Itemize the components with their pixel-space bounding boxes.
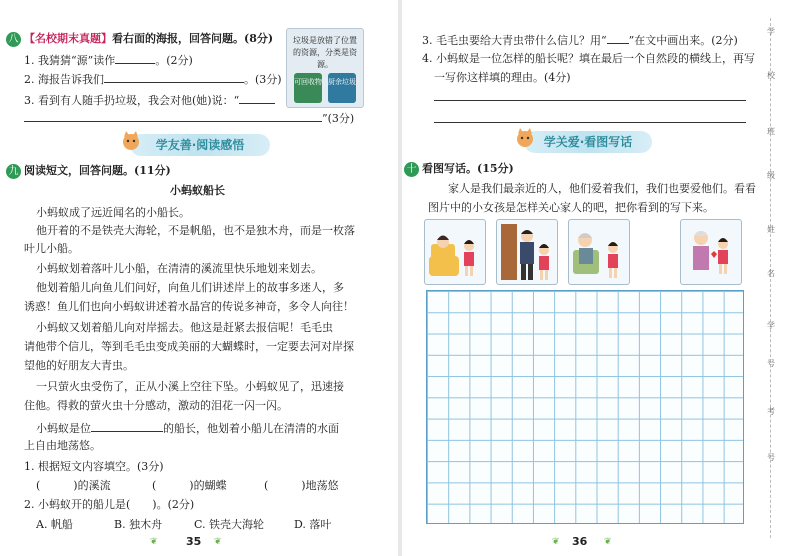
story-title: 小蚂蚁船长 <box>170 184 225 197</box>
recyclable-bin: 可回收物 <box>294 73 322 103</box>
section-10-title: 看图写话。(15分) <box>422 162 514 175</box>
section-8-heading <box>24 32 273 46</box>
sidebar-char: 名 <box>767 269 775 278</box>
answer-blank[interactable] <box>104 71 244 83</box>
sidebar-char: 学 <box>767 321 775 330</box>
section-10-number: 十 <box>404 162 419 177</box>
picture-3-grandfather <box>568 219 630 285</box>
picture-1-mother-chair <box>424 219 486 285</box>
answer-line[interactable] <box>434 122 746 123</box>
story-text: 的船长，他划着小船儿在清清的水面 <box>163 422 339 435</box>
section-8-title: 看右面的海报，回答问题。(8分) <box>112 32 274 45</box>
picture-4-grandmother <box>680 219 742 285</box>
story-paragraph: 小蚂蚁划着落叶儿小船，在清清的溪流里快乐地划来划去。 <box>36 262 322 275</box>
sidebar-char: 学 <box>767 27 775 36</box>
question-8-2-text: 2. 海报告诉我们 <box>24 73 104 86</box>
story-paragraph: 诱惑！鱼儿们也向小蚂蚁讲述着水晶宫的传说多神奇，多令人向往！ <box>24 300 354 313</box>
page-number: 35 <box>186 535 202 548</box>
section-banner-writing <box>524 131 652 153</box>
question-9-2: 2. 小蚂蚁开的船儿是( )。(2分) <box>24 498 195 511</box>
underline-sample <box>607 32 629 44</box>
banner-text: 学关爱·看图写话 <box>543 135 633 149</box>
question-8-2-score: 。(3分) <box>244 73 282 86</box>
story-paragraph: 上自由地荡悠。 <box>24 439 101 452</box>
sprout-icon: ❦ <box>552 537 560 547</box>
answer-blank[interactable] <box>115 52 155 64</box>
story-paragraph: 小蚂蚁成了远近闻名的小船长。 <box>36 206 190 219</box>
section-banner-reading <box>130 134 270 156</box>
question-8-2 <box>24 71 282 87</box>
question-8-3 <box>24 92 275 108</box>
section-9-number: 九 <box>6 164 21 179</box>
question-9-1: 1. 根据短文内容填空。(3分) <box>24 460 164 473</box>
section-8-number: 八 <box>6 32 21 47</box>
answer-blank[interactable] <box>91 420 163 432</box>
story-paragraph: 他划着船儿向鱼儿们问好，向鱼儿们讲述岸上的故事多迷人，多 <box>36 281 344 294</box>
sidebar-char: 号 <box>767 359 775 368</box>
option-c[interactable]: C. 铁壳大海轮 <box>194 518 265 531</box>
story-paragraph: 叶儿小船。 <box>24 242 79 255</box>
sidebar-char: 班 <box>767 127 775 136</box>
writing-grid[interactable] <box>426 290 744 524</box>
story-paragraph: 他开着的不是铁壳大海轮，不是帆船，也不是独木舟，而是一枚落 <box>36 224 355 237</box>
question-8-3-line2 <box>24 110 354 126</box>
story-paragraph: 住他。得救的萤火虫十分感动，激动的泪花一闪一闪。 <box>24 399 288 412</box>
sprout-icon: ❦ <box>604 537 612 547</box>
cat-icon <box>120 130 142 152</box>
left-page <box>0 0 398 556</box>
question-8-1 <box>24 52 193 68</box>
poster-text: 垃圾是放错了位置的资源，分类是资源。 <box>293 36 357 69</box>
question-8-1-score: 。(2分) <box>155 54 193 67</box>
story-paragraph: 请他带个信儿，等到毛毛虫变成美丽的大蝴蝶时，一定要去河对岸探 <box>24 340 354 353</box>
question-8-3-text: 3. 看到有人随手扔垃圾，我会对他(她)说：“ <box>24 94 240 107</box>
answer-blank[interactable] <box>239 92 275 104</box>
section-9-title: 阅读短文，回答问题。(11分) <box>24 164 171 177</box>
picture-2-father-door <box>496 219 558 285</box>
sidebar-char: 号 <box>767 453 775 462</box>
kitchen-waste-bin: 厨余垃圾 <box>328 73 356 103</box>
option-b[interactable]: B. 独木舟 <box>114 518 163 531</box>
answer-line[interactable] <box>434 100 746 101</box>
sidebar-char: 姓 <box>767 225 775 234</box>
story-paragraph: 望他的好朋友大青虫。 <box>24 359 134 372</box>
question-9-3 <box>422 32 738 48</box>
story-text: 小蚂蚁是位 <box>36 422 91 435</box>
sprout-icon: ❦ <box>214 537 222 547</box>
sidebar-char: 级 <box>767 171 775 180</box>
sidebar-char: 校 <box>767 71 775 80</box>
story-paragraph: 一只萤火虫受伤了，正从小溪上空往下坠。小蚂蚁见了，迅速接 <box>36 380 344 393</box>
question-8-3-score: ”(3分) <box>322 112 355 125</box>
banner-text: 学友善·阅读感悟 <box>155 138 245 152</box>
fill-blank-drift[interactable]: ( )地荡悠 <box>264 479 339 492</box>
recycling-poster <box>286 28 364 108</box>
sprout-icon: ❦ <box>150 537 158 547</box>
question-9-3-text-end: ”在文中画出来。(2分) <box>628 34 738 47</box>
section-8-tag: 【名校期末真题】 <box>24 32 112 45</box>
option-d[interactable]: D. 落叶 <box>294 518 332 531</box>
question-9-4: 4. 小蚂蚁是一位怎样的船长呢？填在最后一个自然段的横线上，再写 <box>422 52 755 65</box>
fill-blank-stream[interactable]: ( )的溪流 <box>36 479 111 492</box>
answer-blank[interactable] <box>24 110 322 122</box>
option-a[interactable]: A. 帆船 <box>36 518 73 531</box>
section-10-intro-line2: 图片中的小女孩是怎样关心家人的吧，把你看到的写下来。 <box>428 201 714 214</box>
section-10-intro: 家人是我们最亲近的人，他们爱着我们，我们也要爱他们。看看 <box>448 182 756 195</box>
question-8-1-text: 1. 我猜猜“源”读作 <box>24 54 116 67</box>
question-9-3-text: 3. 毛毛虫要给大青虫带什么信儿？用“ <box>422 34 607 47</box>
sidebar-char: 考 <box>767 407 775 416</box>
question-9-4-line2: 一写你这样填的理由。(4分) <box>434 71 571 84</box>
fill-blank-butterfly[interactable]: ( )的蝴蝶 <box>152 479 227 492</box>
story-paragraph-with-blank <box>36 420 339 436</box>
page-number: 36 <box>572 535 588 548</box>
story-paragraph: 小蚂蚁又划着船儿向对岸摇去。他这是赶紧去报信呢！毛毛虫 <box>36 321 333 334</box>
cat-icon <box>514 127 536 149</box>
